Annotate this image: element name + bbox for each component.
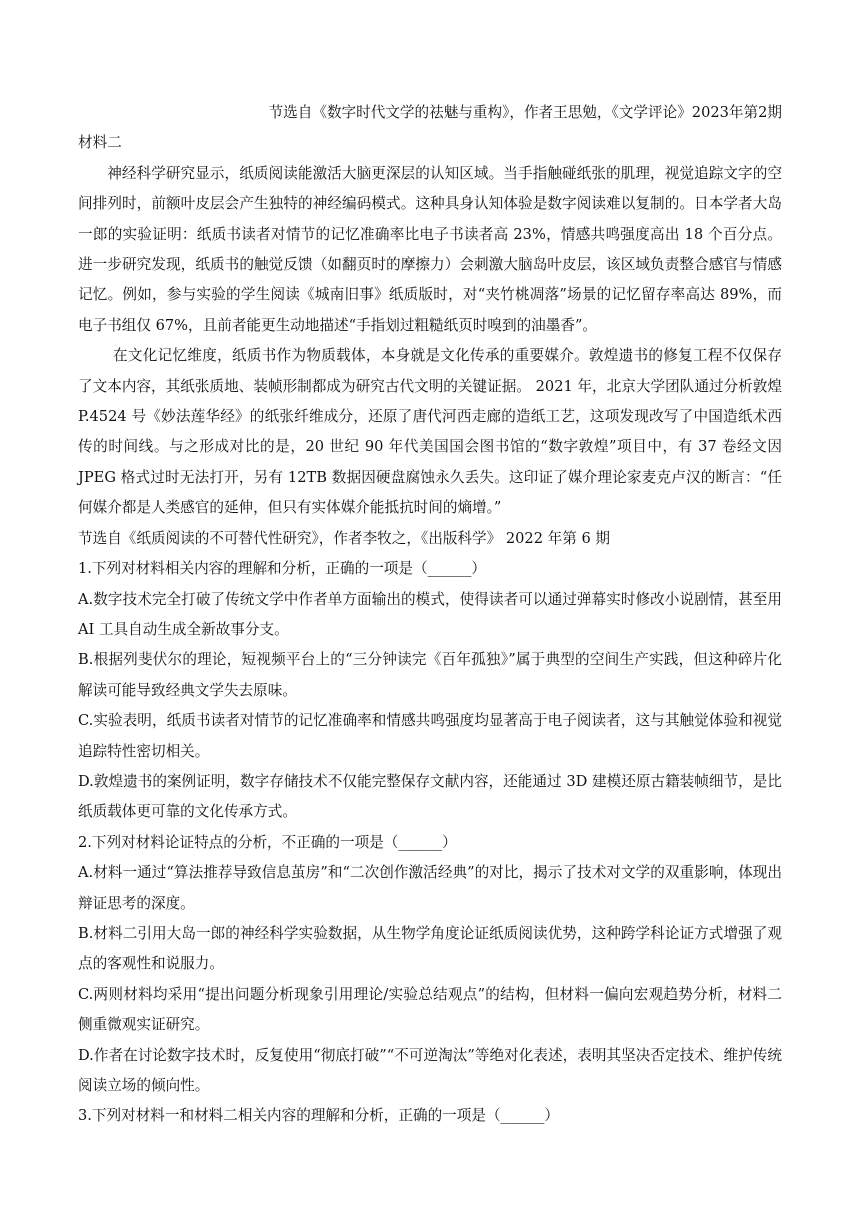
question-1-option-a: A.数字技术完全打破了传统文学中作者单方面输出的模式，使得读者可以通过弹幕实时修改小说剧情，甚至用 AI 工具自动生成全新故事分支。: [78, 590, 782, 638]
material-2-paragraph-1: 神经科学研究显示，纸质阅读能激活大脑更深层的认知区域。当手指触碰纸张的肌理，视觉追踪文字的空间排列时，前额叶皮层会产生独特的神经编码模式。这种具身认知体验是数字阅读难以复制的。日本学者大岛一郎的实验证明：纸质书读者对情节的记忆准确率比电子书读者高 23%，情感共鸣强度高出 18 个百分点。进一步研究发现，纸质书的触觉反馈（如翻页时的摩擦力）会刺激大脑岛叶皮层，该区域负责整合感官与情感记忆。例如，参与实验的学生阅读《城南旧事》纸质版时，对“夹竹桃凋落”场景的记忆留存率高达 89%，而电子书组仅 67%，且前者能更生动地描述“手指划过粗糙纸页时嗅到的油墨香”。: [78, 164, 782, 334]
question-1-option-d: D.敦煌遗书的案例证明，数字存储技术不仅能完整保存文献内容，还能通过 3D 建模还原古籍装帧细节，是比纸质载体更可靠的文化传承方式。: [78, 772, 782, 821]
material-2-paragraph-2: 在文化记忆维度，纸质书作为物质载体，本身就是文化传承的重要媒介。敦煌遗书的修复工程不仅保存了文本内容，其纸张质地、装帧形制都成为研究古代文明的关键证据。 2021 年，北京大学团队通过分析敦煌 P.4524 号《妙法莲华经》的纸张纤维成分，还原了唐代河西走廊的造纸工艺，这项发现改写了中国造纸术西传的时间线。与之形成对比的是，20 世纪 90 年代美国国会图书馆的“数字敦煌”项目中，有 37 卷经文因 JPEG 格式过时无法打开，另有 12TB 数据因硬盘腐蚀永久丢失。这印证了媒介理论家麦克卢汉的断言：“任何媒介都是人类感官的延伸，但只有实体媒介能抵抗时间的熵增。”: [78, 347, 782, 517]
question-3-stem: 3.下列对材料一和材料二相关内容的理解和分析，正确的一项是（______）: [78, 1107, 559, 1125]
source-citation-material-1: 节选自《数字时代文学的祛魅与重构》，作者王思勉，《文学评论》2023年第2期: [268, 104, 782, 121]
material-2-heading: 材料二: [78, 134, 122, 152]
source-citation-material-2: 节选自《纸质阅读的不可替代性研究》，作者李牧之，《出版科学》 2022 年第 6 期: [78, 529, 610, 547]
question-2-option-c: C.两则材料均采用“提出问题分析现象引用理论/实验总结观点”的结构，但材料一偏向宏观趋势分析，材料二侧重微观实证研究。: [78, 985, 782, 1034]
question-2-option-a: A.材料一通过“算法推荐导致信息茧房”和“二次创作激活经典”的对比，揭示了技术对文学的双重影响，体现出辩证思考的深度。: [78, 864, 782, 912]
question-1-stem: 1.下列对材料相关内容的理解和分析，正确的一项是（______）: [78, 560, 486, 578]
question-2-option-d: D.作者在讨论数字技术时，反复使用“彻底打破”“不可逆淘汰”等绝对化表述，表明其坚决否定技术、维护传统阅读立场的倾向性。: [78, 1046, 782, 1094]
document-page: [78, 98, 782, 1132]
question-1-option-b: B.根据列斐伏尔的理论，短视频平台上的“三分钟读完《百年孤独》”属于典型的空间生产实践，但这种碎片化解读可能导致经典文学失去原味。: [78, 651, 782, 699]
question-2-option-b: B.材料二引用大岛一郎的神经科学实验数据，从生物学角度论证纸质阅读优势，这种跨学科论证方式增强了观点的客观性和说服力。: [78, 924, 782, 973]
question-2-stem: 2.下列对材料论证特点的分析，不正确的一项是（______）: [78, 833, 457, 851]
question-1-option-c: C.实验表明，纸质书读者对情节的记忆准确率和情感共鸣强度均显著高于电子阅读者，这与其触觉体验和视觉追踪特性密切相关。: [78, 712, 782, 760]
